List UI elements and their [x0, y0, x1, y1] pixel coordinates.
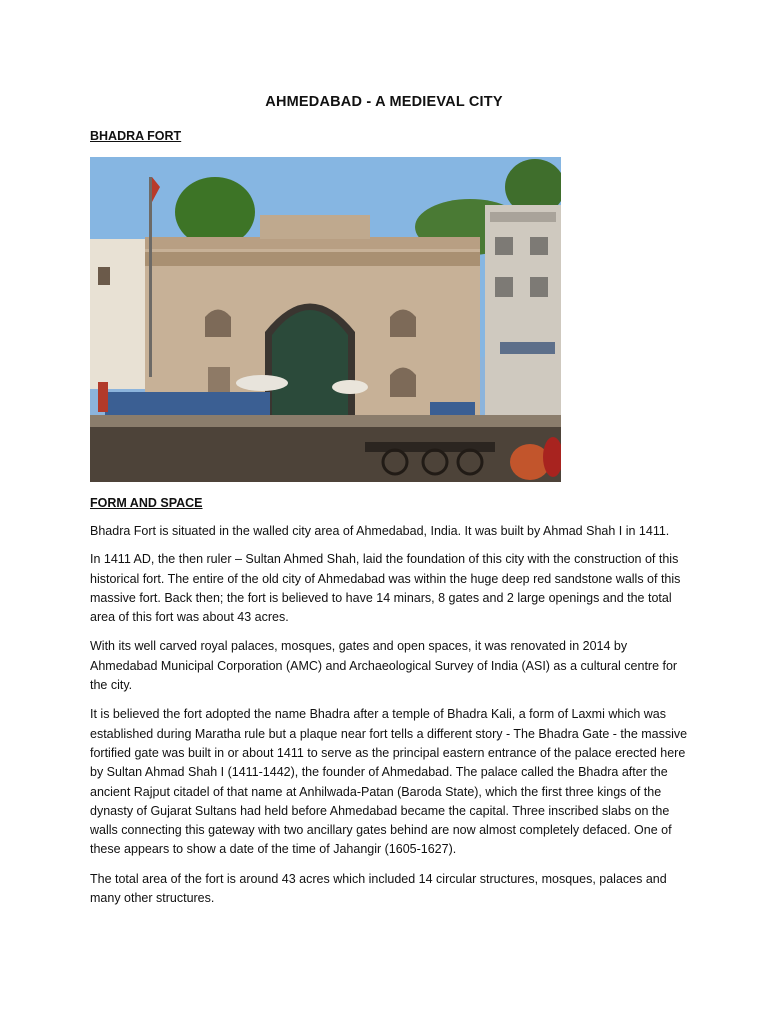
section-heading-bhadra-fort: BHADRA FORT — [90, 129, 182, 143]
section-heading-form-and-space: FORM AND SPACE — [90, 496, 203, 510]
bhadra-fort-photo — [90, 157, 561, 482]
paragraph: In 1411 AD, the then ruler – Sultan Ahmed Shah, laid the foundation of this city with the construction of this historical fort. The entire of the old city of Ahmedabad was within the huge deep red sandstone walls of this massive fort. Back then; the fort is believed to have 14 minars, 8 gates and 2 large openings and the total area of this fort was about 43 acres. — [90, 552, 681, 625]
paragraph: The total area of the fort is around 43 acres which included 14 circular structures, mosques, palaces and many other structures. — [90, 871, 667, 906]
body-text — [90, 522, 690, 918]
paragraph: It is believed the fort adopted the name Bhadra after a temple of Bhadra Kali, a form of Laxmi which was established during Maratha rule but a plaque near fort tells a different story - The Bhadra Gate - the massive fortified gate was built in or about 1411 to serve as the principal eastern entrance of the palace erected here by Sultan Ahmad Shah I (1411-1442), the founder of Ahmedabad. The palace called the Bhadra after the ancient Rajput citadel of that name at Anhilwada-Patan (Baroda State), which the first three kings of the dynasty of Gujarat Sultans had held before Ahmedabad became the capital. Three inscribed slabs on the walls connecting this gateway with two ancillary gates behind are now almost completely defaced. One of these appears to show a date of the time of Jahangir (1605-1627). — [90, 707, 688, 857]
paragraph: Bhadra Fort is situated in the walled city area of Ahmedabad, India. It was built by Ahmad Shah I in 1411. — [90, 524, 670, 538]
document-title: AHMEDABAD - A MEDIEVAL CITY — [265, 94, 503, 110]
paragraph: With its well carved royal palaces, mosques, gates and open spaces, it was renovated in 2014 by Ahmedabad Municipal Corporation (AMC) and Archaeological Survey of India (ASI) as a cultural centre for the city. — [90, 639, 678, 693]
